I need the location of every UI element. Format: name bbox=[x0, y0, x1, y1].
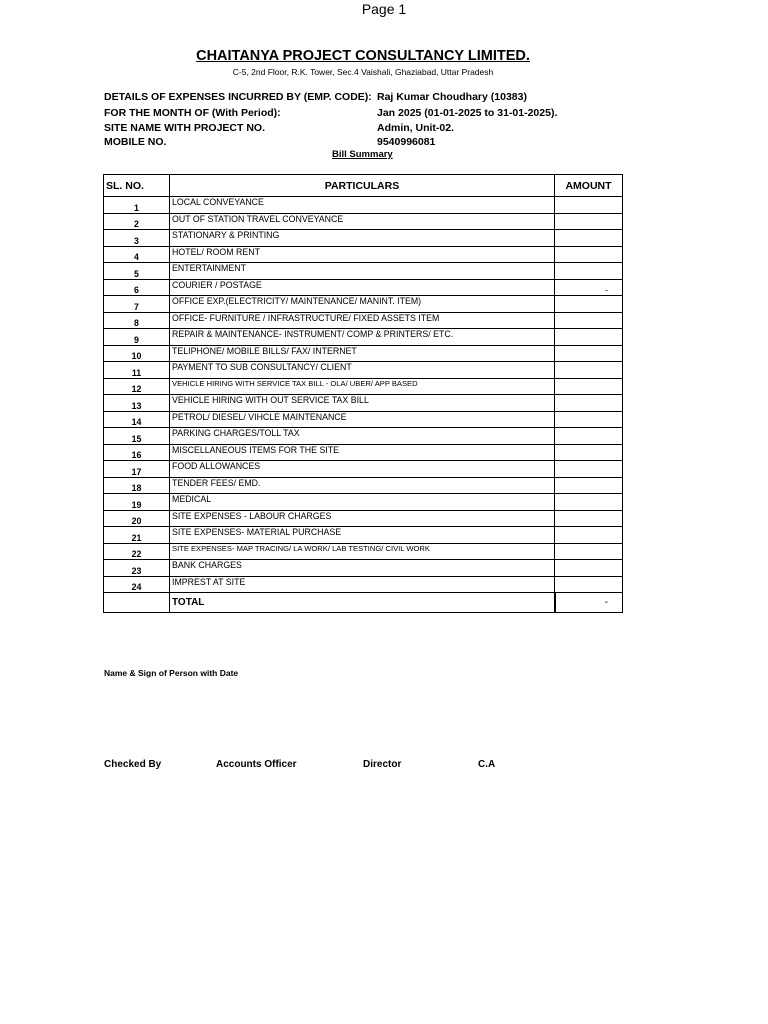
company-address: C-5, 2nd Floor, R.K. Tower, Sec.4 Vaishali, Ghaziabad, Uttar Pradesh bbox=[232, 67, 494, 77]
row-amount bbox=[555, 230, 623, 247]
table-row bbox=[104, 444, 623, 461]
table-row bbox=[104, 378, 623, 395]
row-sl-no: 23 bbox=[104, 560, 170, 577]
checked-by-label: Checked By bbox=[104, 759, 162, 770]
row-sl-no: 24 bbox=[104, 576, 170, 593]
table-row bbox=[104, 362, 623, 379]
row-amount bbox=[555, 197, 623, 214]
bill-summary-title: Bill Summary bbox=[332, 149, 393, 160]
table-row bbox=[104, 576, 623, 593]
row-particular: VEHICLE HIRING WITH OUT SERVICE TAX BILL bbox=[170, 395, 555, 412]
table-header-row bbox=[104, 175, 623, 197]
table-row bbox=[104, 477, 623, 494]
row-sl-no: 1 bbox=[104, 197, 170, 214]
table-row bbox=[104, 527, 623, 544]
table-row bbox=[104, 230, 623, 247]
row-particular: MEDICAL bbox=[170, 494, 555, 511]
row-particular: FOOD ALLOWANCES bbox=[170, 461, 555, 478]
row-sl-no: 3 bbox=[104, 230, 170, 247]
table-row bbox=[104, 395, 623, 412]
table-row bbox=[104, 197, 623, 214]
row-particular: STATIONARY & PRINTING bbox=[170, 230, 555, 247]
row-particular: OFFICE EXP.(ELECTRICITY/ MAINTENANCE/ MANINT. ITEM) bbox=[170, 296, 555, 313]
row-amount bbox=[555, 345, 623, 362]
table-row bbox=[104, 263, 623, 280]
ca-label: C.A bbox=[478, 759, 496, 770]
site-value: Admin, Unit-02. bbox=[377, 122, 455, 134]
total-amount: - bbox=[555, 593, 623, 613]
header-particulars: PARTICULARS bbox=[170, 175, 555, 197]
row-sl-no: 17 bbox=[104, 461, 170, 478]
company-name: CHAITANYA PROJECT CONSULTANCY LIMITED. bbox=[196, 48, 530, 64]
row-particular: VEHICLE HIRING WITH SERVICE TAX BILL - OLA/ UBER/ APP BASED bbox=[170, 378, 555, 395]
row-sl-no: 20 bbox=[104, 510, 170, 527]
row-amount bbox=[555, 213, 623, 230]
table-row bbox=[104, 329, 623, 346]
table-row bbox=[104, 345, 623, 362]
total-sl-cell bbox=[104, 593, 170, 613]
row-particular: TENDER FEES/ EMD. bbox=[170, 477, 555, 494]
sign-label: Name & Sign of Person with Date bbox=[104, 668, 239, 678]
row-amount bbox=[555, 576, 623, 593]
row-amount bbox=[555, 263, 623, 280]
mobile-label: MOBILE NO. bbox=[104, 136, 167, 148]
row-particular: PAYMENT TO SUB CONSULTANCY/ CLIENT bbox=[170, 362, 555, 379]
director-label: Director bbox=[363, 759, 402, 770]
row-sl-no: 16 bbox=[104, 444, 170, 461]
row-particular: OUT OF STATION TRAVEL CONVEYANCE bbox=[170, 213, 555, 230]
row-particular: OFFICE- FURNITURE / INFRASTRUCTURE/ FIXED ASSETS ITEM bbox=[170, 312, 555, 329]
row-sl-no: 2 bbox=[104, 213, 170, 230]
row-sl-no: 7 bbox=[104, 296, 170, 313]
month-label: FOR THE MONTH OF (With Period): bbox=[104, 107, 281, 119]
row-amount bbox=[555, 296, 623, 313]
row-sl-no: 4 bbox=[104, 246, 170, 263]
row-sl-no: 5 bbox=[104, 263, 170, 280]
header-sl-no: SL. NO. bbox=[104, 175, 170, 197]
site-label: SITE NAME WITH PROJECT NO. bbox=[104, 122, 266, 134]
expense-table bbox=[103, 174, 623, 613]
row-amount bbox=[555, 378, 623, 395]
row-sl-no: 12 bbox=[104, 378, 170, 395]
table-row bbox=[104, 312, 623, 329]
row-sl-no: 11 bbox=[104, 362, 170, 379]
table-row bbox=[104, 461, 623, 478]
row-amount bbox=[555, 246, 623, 263]
row-amount bbox=[555, 395, 623, 412]
row-particular: SITE EXPENSES - LABOUR CHARGES bbox=[170, 510, 555, 527]
row-amount bbox=[555, 560, 623, 577]
employee-label: DETAILS OF EXPENSES INCURRED BY (EMP. CODE): bbox=[104, 91, 372, 103]
row-sl-no: 22 bbox=[104, 543, 170, 560]
row-amount bbox=[555, 428, 623, 445]
table-row bbox=[104, 494, 623, 511]
row-sl-no: 8 bbox=[104, 312, 170, 329]
row-sl-no: 9 bbox=[104, 329, 170, 346]
accounts-officer-label: Accounts Officer bbox=[216, 759, 297, 770]
row-sl-no: 18 bbox=[104, 477, 170, 494]
page-label: Page 1 bbox=[361, 1, 407, 17]
table-row bbox=[104, 213, 623, 230]
row-sl-no: 10 bbox=[104, 345, 170, 362]
row-amount bbox=[555, 477, 623, 494]
table-row bbox=[104, 510, 623, 527]
row-sl-no: 19 bbox=[104, 494, 170, 511]
row-amount bbox=[555, 527, 623, 544]
table-row bbox=[104, 543, 623, 560]
table-row bbox=[104, 279, 623, 296]
row-particular: TELIPHONE/ MOBILE BILLS/ FAX/ INTERNET bbox=[170, 345, 555, 362]
row-amount bbox=[555, 312, 623, 329]
row-particular: COURIER / POSTAGE bbox=[170, 279, 555, 296]
row-amount bbox=[555, 411, 623, 428]
table-row bbox=[104, 428, 623, 445]
total-label: TOTAL bbox=[170, 593, 555, 613]
row-sl-no: 6 bbox=[104, 279, 170, 296]
row-particular: LOCAL CONVEYANCE bbox=[170, 197, 555, 214]
row-amount bbox=[555, 543, 623, 560]
month-value: Jan 2025 (01-01-2025 to 31-01-2025). bbox=[377, 107, 558, 119]
row-particular: MISCELLANEOUS ITEMS FOR THE SITE bbox=[170, 444, 555, 461]
table-row bbox=[104, 246, 623, 263]
employee-value: Raj Kumar Choudhary (10383) bbox=[377, 91, 527, 103]
expense-rows bbox=[104, 197, 623, 593]
row-sl-no: 13 bbox=[104, 395, 170, 412]
row-particular: PARKING CHARGES/TOLL TAX bbox=[170, 428, 555, 445]
row-amount bbox=[555, 444, 623, 461]
row-amount bbox=[555, 329, 623, 346]
row-amount bbox=[555, 494, 623, 511]
row-particular: HOTEL/ ROOM RENT bbox=[170, 246, 555, 263]
row-particular: ENTERTAINMENT bbox=[170, 263, 555, 280]
row-particular: IMPREST AT SITE bbox=[170, 576, 555, 593]
header-amount: AMOUNT bbox=[555, 175, 623, 197]
row-amount bbox=[555, 362, 623, 379]
row-sl-no: 21 bbox=[104, 527, 170, 544]
total-row bbox=[104, 593, 623, 613]
row-amount: - bbox=[555, 279, 623, 296]
row-particular: REPAIR & MAINTENANCE- INSTRUMENT/ COMP & PRINTERS/ ETC. bbox=[170, 329, 555, 346]
row-particular: BANK CHARGES bbox=[170, 560, 555, 577]
row-sl-no: 14 bbox=[104, 411, 170, 428]
row-amount bbox=[555, 510, 623, 527]
table-row bbox=[104, 560, 623, 577]
row-particular: PETROL/ DIESEL/ VIHCLE MAINTENANCE bbox=[170, 411, 555, 428]
mobile-value: 9540996081 bbox=[377, 136, 436, 148]
row-amount bbox=[555, 461, 623, 478]
table-row bbox=[104, 411, 623, 428]
table-row bbox=[104, 296, 623, 313]
row-particular: SITE EXPENSES- MATERIAL PURCHASE bbox=[170, 527, 555, 544]
row-sl-no: 15 bbox=[104, 428, 170, 445]
row-particular: SITE EXPENSES- MAP TRACING/ LA WORK/ LAB TESTING/ CIVIL WORK bbox=[170, 543, 555, 560]
